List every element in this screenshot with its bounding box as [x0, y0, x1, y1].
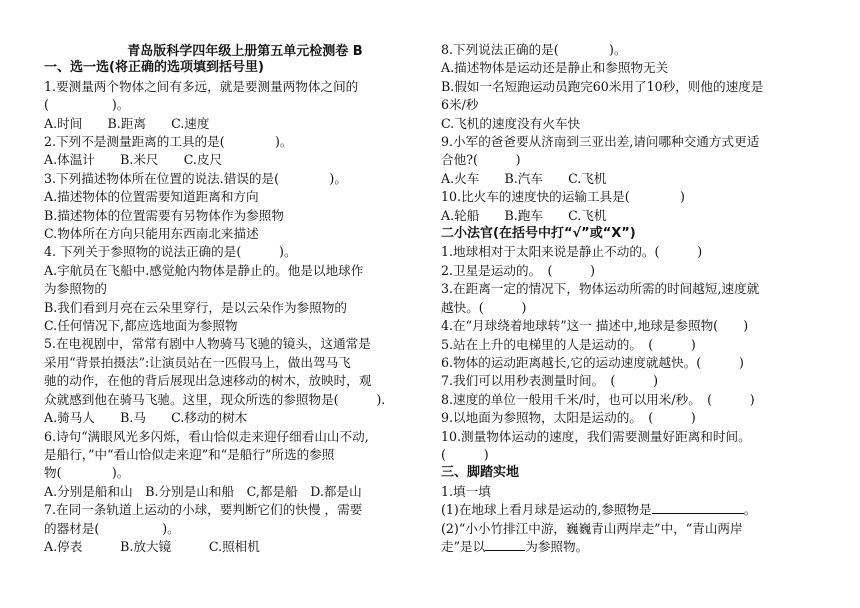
- line-text: ( )。: [44, 97, 130, 113]
- line-text: 9.以地面为参照物，太阳是运动的。 ( ): [441, 410, 696, 426]
- question-line: [44, 483, 430, 501]
- line-text: 合他?( ): [441, 152, 521, 168]
- line-text: 6.物体的运动距离越长,它的运动速度就越快。( ): [441, 354, 744, 370]
- section-heading: [441, 225, 819, 243]
- line-text: 为参照物的: [44, 281, 107, 297]
- section-heading: [441, 464, 819, 482]
- question-line: [44, 280, 430, 298]
- question-line: [441, 483, 819, 501]
- question-line: [441, 170, 819, 188]
- question-line: [44, 299, 430, 317]
- question-line: [441, 299, 819, 317]
- line-text: 4.在“月球绕着地球转”这一 描述中,地球是参照物( ): [441, 318, 749, 334]
- question-line: [44, 335, 430, 353]
- line-text: 1.填一填: [441, 483, 491, 499]
- question-line: [44, 354, 430, 372]
- title-spacer: [44, 41, 430, 59]
- line-text: 2.下列不是测量距离的工具的是( )。: [44, 134, 293, 150]
- line-text: 1.要测量两个物体之间有多远，就是要测量两物体之间的: [44, 78, 359, 94]
- line-text: A.时间 B.距离 C.速度: [44, 115, 210, 131]
- line-text: A.分别是船和山 B.分别是山和船 C,都是船 D.都是山: [44, 483, 362, 499]
- line-text: C.物体所在方向只能用东西南北来描述: [44, 226, 259, 242]
- question-line: [441, 317, 819, 335]
- question-line: [441, 41, 819, 59]
- line-text: 8.速度的单位一般用千米/时，也可以用米/秒。 ( ): [441, 391, 755, 407]
- line-text: 5.在电视剧中，常常有剧中人物骑马飞驰的镜头，这通常是: [44, 336, 371, 352]
- question-line: [44, 372, 430, 390]
- question-line: [44, 133, 430, 151]
- question-line: [441, 428, 819, 446]
- question-line: [44, 188, 430, 206]
- question-line: [44, 520, 430, 538]
- question-line: [441, 78, 819, 96]
- question-line: [441, 538, 819, 556]
- right-column: [441, 41, 819, 556]
- question-line: [44, 78, 430, 96]
- question-line: [44, 538, 430, 556]
- line-text: 一、选一选(将正确的选项填到括号里): [44, 60, 264, 76]
- line-text: B.描述物体的位置需要有另物体作为参照物: [44, 207, 284, 223]
- question-line: [441, 520, 819, 538]
- line-text: 众就感到他在骑马飞驰。这里，现众所选的参照物是( ).: [44, 391, 386, 407]
- line-tail: 为参照物。: [525, 538, 589, 554]
- line-text: 8.下列说法正确的是( )。: [441, 42, 627, 57]
- line-text: A.骑马人 B.马 C.移动的树木: [44, 410, 248, 426]
- line-text: C.任何情况下,都应选地面为参照物: [44, 318, 238, 334]
- question-line: [44, 317, 430, 335]
- line-text: A.火车 B.汽车 C.飞机: [441, 170, 607, 186]
- left-column: [44, 41, 430, 556]
- line-text: B.假如一名短跑运动员跑完60米用了10秒，则他的速度是: [441, 78, 764, 94]
- answer-blank[interactable]: [652, 501, 744, 514]
- line-text: ( ): [441, 446, 489, 462]
- question-line: [44, 446, 430, 464]
- line-text: A.体温计 B.米尺 C.皮尺: [44, 152, 223, 168]
- line-text: 10.比火车的速度快的运输工具是( ): [441, 189, 685, 205]
- line-text: 采用“背景拍摄法”:让演员站在一匹假马上，做出驾马飞: [44, 354, 351, 370]
- page-title: 青岛版科学四年级上册第五单元检测卷 B: [127, 44, 363, 59]
- line-text: 1.地球相对于太阳来说是静止不动的。( ): [441, 244, 703, 260]
- question-line: [441, 96, 819, 114]
- line-text: 3.下列描述物体所在位置的说法.错误的是( )。: [44, 170, 347, 186]
- question-line: [441, 280, 819, 298]
- line-text: 二小法官(在括号中打“√”或“X”): [441, 226, 636, 242]
- question-line: [441, 133, 819, 151]
- line-text: 2.卫星是运动的。 ( ): [441, 262, 596, 278]
- line-tail: 。: [743, 502, 757, 518]
- line-text: 7.我们可以用秒表测量时间。 ( ): [441, 373, 659, 389]
- answer-blank[interactable]: [485, 538, 525, 551]
- question-line: [44, 115, 430, 133]
- question-line: [44, 428, 430, 446]
- question-line: [44, 464, 430, 482]
- line-text: C.飞机的速度没有火车快: [441, 115, 581, 131]
- question-line: [441, 115, 819, 133]
- line-text: 的器材是( )。: [44, 520, 180, 536]
- question-line: [441, 446, 819, 464]
- line-text: A.描述物体是运动还是静止和参照物无关: [441, 60, 669, 76]
- question-line: [441, 409, 819, 427]
- line-text: 越快。( ): [441, 299, 527, 315]
- question-line: [441, 501, 819, 519]
- line-text: 3.在距离一定的情况下，物体运动所需的时间越短,速度就: [441, 281, 760, 297]
- question-line: [44, 225, 430, 243]
- line-text: A.宇航员在飞船中.感觉舱内物体是静止的。他是以地球作: [44, 262, 364, 278]
- line-text: (1)在地球上看月球是运动的,参照物是: [441, 502, 652, 518]
- question-line: [44, 151, 430, 169]
- line-text: 4. 下列关于参照物的说法正确的是( )。: [44, 244, 297, 260]
- line-text: A.描述物体的位置需要知道距离和方向: [44, 189, 259, 205]
- question-line: [441, 391, 819, 409]
- line-text: 走”是以: [441, 538, 486, 554]
- line-text: 6米/秒: [441, 97, 479, 113]
- line-text: 7.在同一条轨道上运动的小球，要判断它们的快慢 ，需要: [44, 502, 363, 518]
- question-line: [441, 336, 819, 354]
- line-text: B.我们看到月亮在云朵里穿行，是以云朵作为参照物的: [44, 299, 347, 315]
- question-line: [44, 501, 430, 519]
- question-line: [44, 170, 430, 188]
- question-line: [441, 59, 819, 77]
- question-line: [44, 207, 430, 225]
- question-line: [441, 188, 819, 206]
- question-line: [44, 262, 430, 280]
- line-text: 6.诗句“满眼风光多闪烁，看山恰似走来迎仔细看山山不动,: [44, 428, 369, 444]
- question-line: [44, 96, 430, 114]
- line-text: 是船行，”中“看山恰似走来迎”和“是船行”所选的参照: [44, 446, 335, 462]
- line-text: 物( )。: [44, 465, 130, 481]
- question-line: [441, 372, 819, 390]
- question-line: [44, 243, 430, 261]
- section-heading: [44, 59, 430, 77]
- line-text: 5.站在上升的电梯里的人是运动的。 ( ): [441, 336, 696, 352]
- line-text: 9.小军的爸爸要从济南到三亚出差,请问哪种交通方式更适: [441, 134, 760, 150]
- question-line: [44, 391, 430, 409]
- line-text: A.停表 B.放大镜 C.照相机: [44, 538, 260, 554]
- line-text: (2)“小小竹排江中游，巍巍青山两岸走”中，“青山两岸: [441, 520, 743, 536]
- question-line: [441, 262, 819, 280]
- question-line: [441, 243, 819, 261]
- line-text: 三、脚踏实地: [441, 465, 520, 481]
- line-text: 10.测量物体运动的速度，我们需要测量好距离和时间。: [441, 428, 751, 444]
- question-line: [441, 207, 819, 225]
- line-text: 驰的动作，在他的背后展现出急速移动的树木，放映时，观: [44, 373, 372, 389]
- question-line: [441, 354, 819, 372]
- line-text: A.轮船 B.跑车 C.飞机: [441, 207, 607, 223]
- question-line: [44, 409, 430, 427]
- question-line: [441, 151, 819, 169]
